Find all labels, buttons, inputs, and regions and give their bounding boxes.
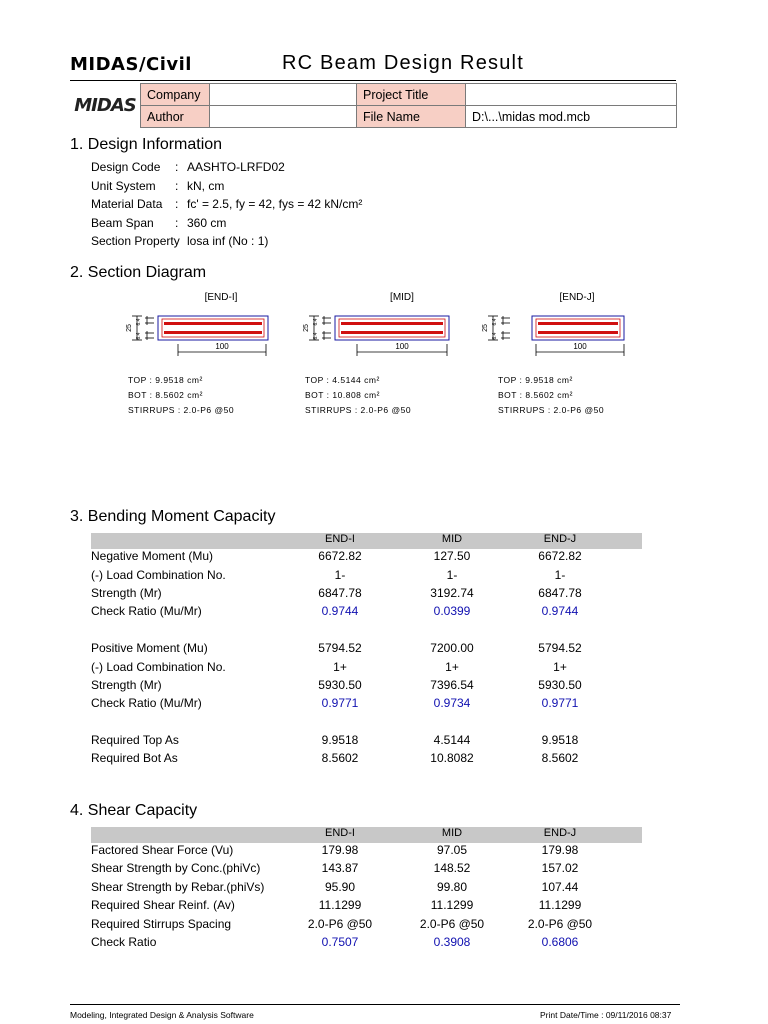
- design-info-heading: 1. Design Information: [70, 136, 223, 153]
- svg-text:6.4: 6.4: [313, 332, 319, 340]
- svg-text:100: 100: [573, 342, 587, 351]
- row-value: 0.9771: [321, 696, 359, 710]
- row-value: 5794.52: [538, 641, 582, 655]
- svg-text:100: 100: [215, 342, 229, 351]
- company-label: Company: [141, 84, 210, 106]
- unit-system-row: Unit System : kN, cm: [91, 178, 225, 193]
- row-value: 1+: [445, 660, 459, 674]
- svg-text:6.4: 6.4: [492, 318, 498, 326]
- table-row: [91, 733, 651, 751]
- row-value: 157.02: [541, 861, 579, 875]
- stirrups: STIRRUPS : 2.0-P6 @50: [498, 405, 605, 415]
- row-value: 5930.50: [538, 678, 582, 692]
- row-value: 0.9734: [433, 696, 471, 710]
- row-label: Check Ratio (Mu/Mr): [91, 696, 202, 710]
- row-label: Positive Moment (Mu): [91, 641, 208, 655]
- table-row: [91, 880, 651, 898]
- shear-heading: 4. Shear Capacity: [70, 802, 198, 819]
- row-label: (-) Load Combination No.: [91, 568, 226, 582]
- bot-area: BOT : 10.808 cm²: [305, 390, 380, 400]
- row-value: 143.87: [321, 861, 359, 875]
- section-end-i: [128, 292, 328, 422]
- bot-area: BOT : 8.5602 cm²: [128, 390, 203, 400]
- project-title-label: Project Title: [357, 84, 466, 106]
- row-value: 9.9518: [541, 733, 579, 747]
- section-drawing: [128, 306, 328, 366]
- bot-area: BOT : 8.5602 cm²: [498, 390, 573, 400]
- row-value: 1+: [553, 660, 567, 674]
- section-name: [END-I]: [204, 292, 238, 303]
- top-area: TOP : 9.9518 cm²: [498, 375, 573, 385]
- author-value: [210, 106, 357, 128]
- beam-span-row: Beam Span : 360 cm: [91, 215, 227, 230]
- svg-text:25: 25: [126, 324, 133, 332]
- stirrups: STIRRUPS : 2.0-P6 @50: [305, 405, 412, 415]
- row-value: 7200.00: [430, 641, 474, 655]
- row-label: Shear Strength by Rebar.(phiVs): [91, 880, 265, 894]
- row-value: 0.9771: [541, 696, 579, 710]
- top-rebar: [538, 322, 618, 325]
- bending-heading: 3. Bending Moment Capacity: [70, 508, 276, 525]
- section-name: [END-J]: [559, 292, 595, 303]
- col-end-i: END-I: [325, 533, 355, 545]
- row-value: 0.9744: [321, 604, 359, 618]
- header-table: [70, 83, 677, 128]
- row-value: 7396.54: [430, 678, 474, 692]
- row-value: 8.5602: [541, 751, 579, 765]
- col-end-i: END-I: [325, 827, 355, 839]
- page-title: RC Beam Design Result: [282, 52, 524, 74]
- row-value: 148.52: [433, 861, 471, 875]
- row-value: 2.0-P6 @50: [527, 917, 593, 931]
- bottom-rebar: [164, 331, 262, 334]
- row-label: Negative Moment (Mu): [91, 549, 214, 563]
- row-value: 3192.74: [430, 586, 474, 600]
- row-value: 8.5602: [321, 751, 359, 765]
- row-value: 2.0-P6 @50: [419, 917, 485, 931]
- svg-text:100: 100: [395, 342, 409, 351]
- table-row: [91, 861, 651, 879]
- material-data-row: Material Data : fc' = 2.5, fy = 42, fys = 42 kN/cm²: [91, 197, 363, 211]
- midas-logo: MIDAS: [74, 95, 136, 116]
- row-value: 6672.82: [538, 549, 582, 563]
- row-label: Strength (Mr): [91, 586, 162, 600]
- table-row: [91, 696, 651, 714]
- row-value: 9.9518: [321, 733, 359, 747]
- row-value: 0.3908: [433, 935, 471, 949]
- row-value: 2.0-P6 @50: [307, 917, 373, 931]
- row-value: 179.98: [541, 843, 579, 857]
- row-value: 179.98: [321, 843, 359, 857]
- row-label: Factored Shear Force (Vu): [91, 843, 234, 857]
- row-label: Required Stirrups Spacing: [91, 917, 232, 931]
- brand-name: MIDAS/Civil: [70, 54, 192, 75]
- row-value: 127.50: [433, 549, 471, 563]
- row-value: 99.80: [436, 880, 468, 894]
- table-row: [91, 641, 651, 659]
- table-row: [91, 678, 651, 696]
- company-value: [210, 84, 357, 106]
- row-value: 11.1299: [430, 898, 474, 912]
- table-row: [91, 898, 651, 916]
- row-label: Shear Strength by Conc.(phiVc): [91, 861, 261, 875]
- table-row: [91, 751, 651, 769]
- row-label: Required Top As: [91, 733, 179, 747]
- row-value: 6847.78: [538, 586, 582, 600]
- section-end-j: [484, 292, 684, 422]
- design-code-row: Design Code : AASHTO-LRFD02: [91, 160, 285, 174]
- row-value: 5794.52: [318, 641, 362, 655]
- table-row: [91, 660, 651, 678]
- svg-text:6.4: 6.4: [492, 332, 498, 340]
- col-end-j: END-J: [543, 533, 577, 545]
- footer-right: Print Date/Time : 09/11/2016 08:37: [540, 1010, 672, 1020]
- row-label: Strength (Mr): [91, 678, 162, 692]
- section-diagram-heading: 2. Section Diagram: [70, 264, 207, 281]
- row-value: 1-: [554, 568, 566, 582]
- row-value: 11.1299: [538, 898, 582, 912]
- row-value: 10.8082: [430, 751, 474, 765]
- col-end-j: END-J: [543, 827, 577, 839]
- row-value: 11.1299: [318, 898, 362, 912]
- section-mid: [305, 292, 505, 422]
- file-name-label: File Name: [357, 106, 466, 128]
- row-value: 0.0399: [433, 604, 471, 618]
- row-label: Required Bot As: [91, 751, 178, 765]
- row-value: 6672.82: [318, 549, 362, 563]
- table-row: [91, 917, 651, 935]
- section-drawing: [484, 306, 684, 366]
- design-info-list: [91, 158, 362, 251]
- table-row: [91, 549, 651, 567]
- stirrups: STIRRUPS : 2.0-P6 @50: [128, 405, 235, 415]
- table-row: [91, 586, 651, 604]
- file-name-value: D:\...\midas mod.mcb: [466, 106, 677, 128]
- footer-divider: [70, 1004, 680, 1005]
- svg-text:6.4: 6.4: [136, 332, 142, 340]
- row-value: 0.9744: [541, 604, 579, 618]
- svg-text:6.4: 6.4: [136, 318, 142, 326]
- row-label: Required Shear Reinf. (Av): [91, 898, 235, 912]
- row-value: 0.6806: [541, 935, 579, 949]
- top-rebar: [164, 322, 262, 325]
- row-label: Check Ratio (Mu/Mr): [91, 604, 202, 618]
- table-row: [91, 935, 651, 953]
- col-mid: MID: [441, 827, 463, 839]
- row-value: 4.5144: [433, 733, 471, 747]
- bottom-rebar: [538, 331, 618, 334]
- table-row: [91, 604, 651, 622]
- col-mid: MID: [441, 533, 463, 545]
- row-value: 1-: [446, 568, 458, 582]
- row-value: 6847.78: [318, 586, 362, 600]
- row-value: 107.44: [541, 880, 579, 894]
- section-name: [MID]: [390, 292, 414, 303]
- section-drawing: [305, 306, 505, 366]
- title-divider: [70, 80, 676, 81]
- author-label: Author: [141, 106, 210, 128]
- row-label: Check Ratio: [91, 935, 157, 949]
- svg-text:25: 25: [303, 324, 310, 332]
- top-area: TOP : 9.9518 cm²: [128, 375, 203, 385]
- svg-text:25: 25: [482, 324, 489, 332]
- table-row: [91, 843, 651, 861]
- bottom-rebar: [341, 331, 443, 334]
- svg-text:6.4: 6.4: [313, 318, 319, 326]
- footer-left: Modeling, Integrated Design & Analysis Software: [70, 1010, 254, 1020]
- row-label: (-) Load Combination No.: [91, 660, 226, 674]
- table-row: [91, 568, 651, 586]
- section-property-row: Section Property losa inf (No : 1): [91, 234, 269, 248]
- row-value: 95.90: [324, 880, 356, 894]
- row-value: 0.7507: [321, 935, 359, 949]
- row-value: 1+: [333, 660, 347, 674]
- row-value: 97.05: [436, 843, 468, 857]
- top-area: TOP : 4.5144 cm²: [305, 375, 380, 385]
- row-value: 5930.50: [318, 678, 362, 692]
- project-title-value: [466, 84, 677, 106]
- top-rebar: [341, 322, 443, 325]
- row-value: 1-: [334, 568, 346, 582]
